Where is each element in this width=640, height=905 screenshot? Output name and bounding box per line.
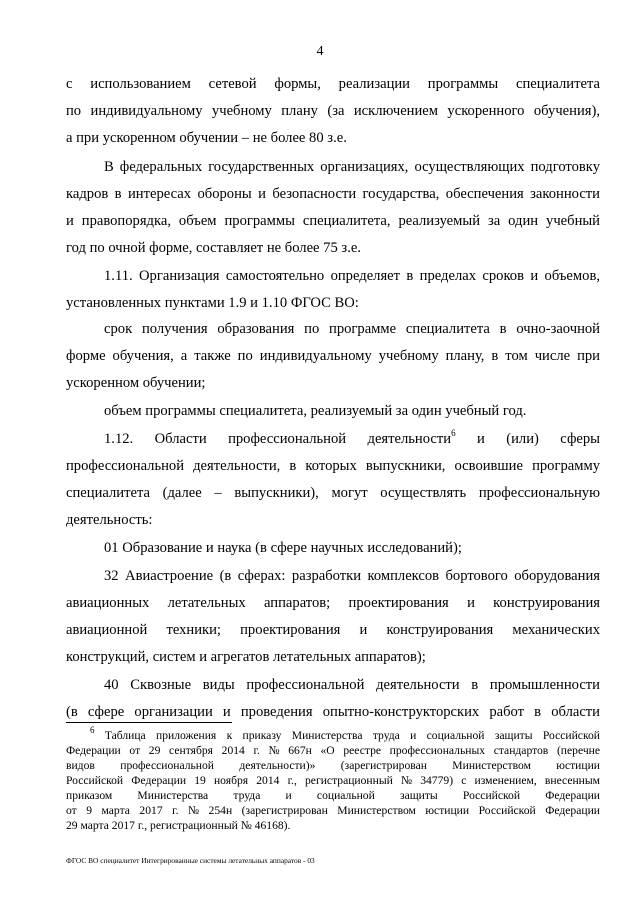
body-line: 32 Авиастроение (в сферах: разработки комплексов бортового оборудования — [104, 568, 600, 584]
body-line: по индивидуальному учебному плану (за исключением ускоренного обучения), — [66, 103, 600, 119]
footnote-line: от 9 марта 2017 г. № 254н (зарегистрирован Министерством юстиции Российской Федерации — [66, 804, 600, 817]
body-line: (в сфере организации и проведения опытно-конструкторских работ в области — [66, 704, 600, 720]
body-line: 1.11. Организация самостоятельно определяет в пределах сроков и объемов, — [104, 268, 600, 284]
body-line: авиационной техники; проектирования и конструирования механических — [66, 622, 600, 638]
body-line: год по очной форме, составляет не более 75 з.е. — [66, 240, 361, 256]
body-line: профессиональной деятельности, в которых выпускники, освоившие программу — [66, 458, 600, 474]
body-line: срок получения образования по программе специалитета в очно-заочной — [104, 321, 600, 337]
footnote-separator — [66, 722, 232, 723]
footnote-line: 29 марта 2017 г., регистрационный № 46168). — [66, 819, 291, 832]
body-line-text: 1.12. Области профессиональной деятельности — [104, 431, 452, 447]
footnote-line: приказом Министерства труда и социальной защиты Российской Федерации — [66, 789, 600, 802]
body-line: а при ускоренном обучении – не более 80 з.е. — [66, 130, 347, 146]
footnote-marker: 6 — [90, 725, 95, 736]
page-footer: ФГОС ВО специалитет Интегрированные системы летательных аппаратов - 03 — [66, 856, 315, 865]
body-line: объем программы специалитета, реализуемый за один учебный год. — [104, 403, 527, 419]
body-line: специалитета (далее – выпускники), могут осуществлять профессиональную — [66, 485, 600, 501]
body-line: 01 Образование и наука (в сфере научных исследований); — [104, 540, 462, 556]
footnote-line: видов профессиональной деятельности)» (зарегистрирован Министерством юстиции — [66, 759, 600, 772]
body-line: 40 Сквозные виды профессиональной деятельности в промышленности — [104, 677, 600, 693]
footnote-line: $^6$ Таблица приложения к приказу Министерства труда и социальной защиты Российской — [90, 725, 600, 742]
body-line: конструкций, систем и агрегатов летательных аппаратов); — [66, 649, 426, 665]
footnote-reference[interactable]: 6 — [451, 428, 456, 439]
body-line: форме обучения, а также по индивидуальному учебному плану, в том числе при — [66, 348, 600, 364]
body-line: авиационных летательных аппаратов; проектирования и конструирования — [66, 595, 600, 611]
page-number: 4 — [316, 44, 324, 59]
body-line-tail: и (или) сферы — [455, 431, 600, 447]
body-line: ускоренном обучении; — [66, 375, 206, 391]
body-line — [104, 430, 600, 448]
footnote-line: Российской Федерации 19 ноября 2014 г., регистрационный № 34779) с изменением, внесенным — [66, 774, 600, 787]
body-line: и правопорядка, объем программы специалитета, реализуемый за один учебный — [66, 213, 600, 229]
footnote-line: Федерации от 29 сентября 2014 г. № 667н «О реестре профессиональных стандартов (перечне — [66, 744, 600, 757]
body-line: В федеральных государственных организациях, осуществляющих подготовку — [104, 159, 600, 175]
body-line: установленных пунктами 1.9 и 1.10 ФГОС ВО: — [66, 295, 359, 311]
body-line: деятельность: — [66, 512, 153, 528]
body-line: с использованием сетевой формы, реализации программы специалитета — [66, 76, 600, 92]
body-line: кадров в интересах обороны и безопасности государства, обеспечения законности — [66, 186, 600, 202]
